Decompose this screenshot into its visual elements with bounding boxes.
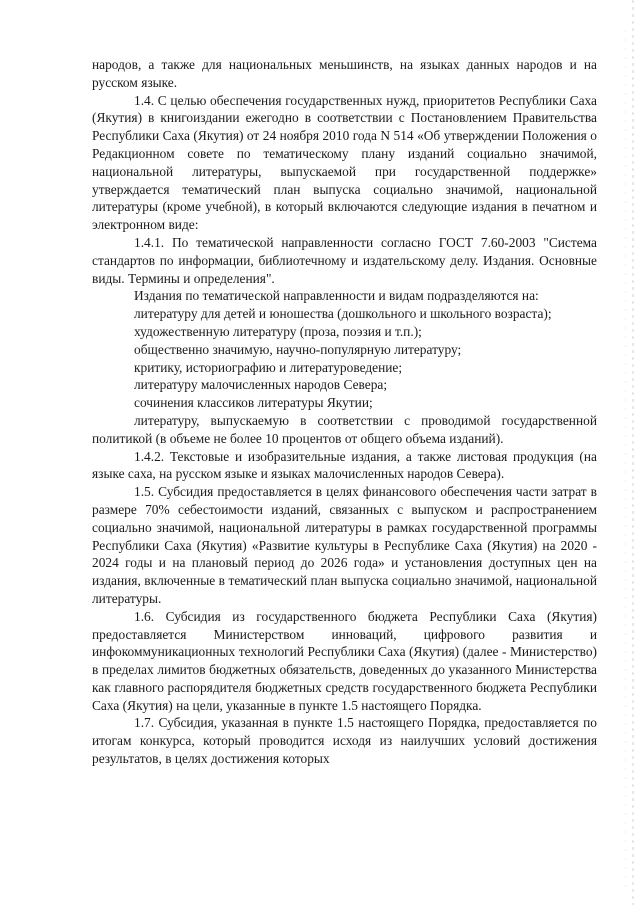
list-item: сочинения классиков литературы Якутии; — [134, 395, 373, 411]
list-item: общественно значимую, научно-популярную литературу; — [134, 341, 462, 357]
scan-edge-artifact — [632, 0, 634, 905]
list-item: литературу для детей и юношества (дошкольного и школьного возраста); — [134, 306, 552, 322]
paragraph-categories-intro: Издания по тематической направленности и видам подразделяются на: — [134, 288, 539, 304]
paragraph-1-4: 1.4. С целью обеспечения государственных нужд, приоритетов Республики Саха (Якутия) в книгоиздании ежегодно в соответствии с Постановлением Правительства Республики Саха (Якутия) от 24 ноября 2010 года N 514 «Об утверждении Положения о Редакционном совете по тематическому плану изданий социально значимой, национальной литературы, выпускаемой при государственной поддержке» утверждается тематический план выпуска социально значимой, национальной литературы (кроме учебной), в который включаются следующие издания в печатном и электронном виде: — [92, 92, 597, 233]
list-item: литературу, выпускаемую в соответствии с проводимой государственной политикой (в объеме не более 10 процентов от общего объема изданий). — [92, 412, 597, 446]
paragraph-1-5: 1.5. Субсидия предоставляется в целях финансового обеспечения части затрат в размере 70% себестоимости изданий, связанных с выпуском и распространением социально значимой, национальной литературы в рамках государственной программы Республики Саха (Якутия) «Развитие культуры в Республике Саха (Якутия) на 2020 - 2024 годы и на плановый период до 2026 года» и установления доступных цен на издания, включенные в тематический план выпуска социально значимой, национальной литературы. — [92, 484, 597, 606]
paragraph-1-6: 1.6. Субсидия из государственного бюджета Республики Саха (Якутия) предоставляется Министерством инноваций, цифрового развития и инфокоммуникационных технологий Республики Саха (Якутия) (далее - Министерство) в пределах лимитов бюджетных обязательств, доведенных до указанного Министерства как главного распорядителя бюджетных средств государственного бюджета Республики Саха (Якутия) на цели, указанные в пункте 1.5 настоящего Порядка. — [92, 608, 597, 713]
paragraph-1-7: 1.7. Субсидия, указанная в пункте 1.5 настоящего Порядка, предоставляется по итогам конкурса, который проводится исходя из наилучших условий достижения результатов, в целях достижения которых — [92, 715, 597, 767]
scan-edge-artifact-inner — [625, 30, 626, 890]
paragraph-1-4-1: 1.4.1. По тематической направленности согласно ГОСТ 7.60-2003 "Система стандартов по информации, библиотечному и издательскому делу. Издания. Основные виды. Термины и определения". — [92, 234, 597, 286]
paragraph-continuation: народов, а также для национальных меньшинств, на языках данных народов и на русском языке. — [92, 57, 597, 90]
list-item: художественную литературу (проза, поэзия и т.п.); — [134, 323, 422, 339]
paragraph-1-4-2: 1.4.2. Текстовые и изобразительные издания, а также листовая продукция (на языке саха, на русском языке и языках малочисленных народов Севера). — [92, 448, 597, 482]
list-item: критику, историографию и литературоведение; — [134, 359, 403, 375]
list-item: литературу малочисленных народов Севера; — [134, 377, 388, 393]
document-page — [92, 56, 597, 768]
